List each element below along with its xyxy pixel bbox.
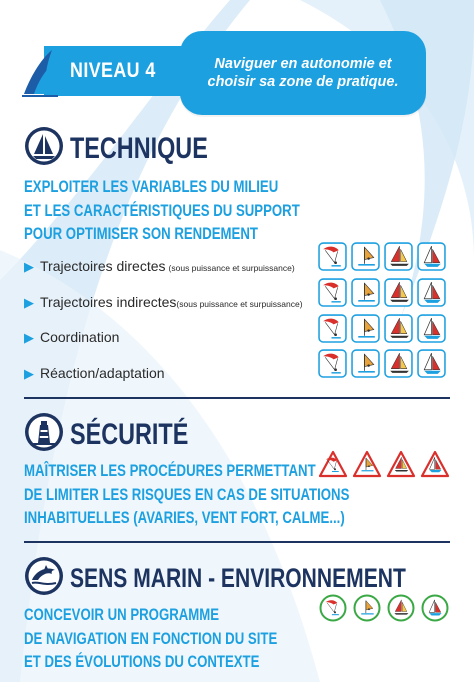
list-item [24,258,295,278]
catamaran-icon [384,242,413,271]
kitesurf-icon [318,594,348,622]
item-label: Trajectoires directes [40,258,166,274]
subtitle-line: DE NAVIGATION EN FONCTION DU SITE [24,629,278,648]
securite-title: SÉCURITÉ [70,418,189,451]
catamaran-icon [384,349,413,378]
subtitle-line: DE LIMITER LES RISQUES EN CAS DE SITUATIONS [24,485,350,504]
sens-marin-subtitle [24,604,277,675]
windsurf-icon [351,242,380,271]
sail-logo-icon [20,48,60,98]
support-icons-row [318,242,446,271]
subtitle-line: ET LES CARACTÉRISTIQUES DU SUPPORT [24,201,300,220]
catamaran-icon [386,450,416,478]
dinghy-icon [420,450,450,478]
support-icons-row [318,314,446,343]
catamaran-icon [384,314,413,343]
dinghy-icon [417,349,446,378]
subtitle-line: MAÎTRISER LES PROCÉDURES PERMETTANT [24,462,316,480]
support-icons-row [318,278,446,307]
item-note: (sous puissance et surpuissance) [176,299,303,309]
sailboat-icon [24,126,64,166]
subtitle-line: INHABITUELLES (AVARIES, VENT FORT, CALME...) [24,509,345,527]
arrow-right-icon: ▶ [24,259,34,274]
item-note: (sous puissance et surpuissance) [168,263,295,273]
arrow-right-icon: ▶ [24,295,34,310]
support-icons-row [318,594,450,622]
dinghy-icon [417,242,446,271]
dolphin-icon [24,556,64,596]
list-item [24,294,303,314]
lighthouse-icon [24,412,64,452]
level-goal-text: Naviguer en autonomie et choisir sa zone de pratique. [207,56,399,90]
windsurf-icon [351,278,380,307]
dinghy-icon [417,278,446,307]
list-item [24,329,119,349]
windsurf-icon [351,314,380,343]
windsurf-icon [351,349,380,378]
catamaran-icon [386,594,416,622]
section-divider [24,541,450,543]
item-label: Coordination [40,329,120,345]
list-item [24,365,165,385]
arrow-right-icon: ▶ [24,330,34,345]
securite-subtitle [24,460,349,531]
subtitle-line: ET DES ÉVOLUTIONS DU CONTEXTE [24,653,260,671]
windsurf-icon [352,450,382,478]
item-label: Réaction/adaptation [40,365,165,381]
item-label: Trajectoires indirectes [40,294,177,310]
dinghy-icon [417,314,446,343]
support-icons-row [318,349,446,378]
subtitle-line: CONCEVOIR UN PROGRAMME [24,606,220,624]
technique-title: TECHNIQUE [70,132,208,165]
kitesurf-icon [318,349,347,378]
dinghy-icon [420,594,450,622]
subtitle-line: EXPLOITER LES VARIABLES DU MILIEU [24,178,279,196]
level-goal-bubble [180,31,426,115]
arrow-right-icon: ▶ [24,366,34,381]
level-label: NIVEAU 4 [70,59,156,82]
technique-subtitle [24,176,300,247]
section-divider [24,397,450,399]
kitesurf-icon [318,314,347,343]
sens-marin-title: SENS MARIN - ENVIRONNEMENT [70,563,406,593]
catamaran-icon [384,278,413,307]
windsurf-icon [352,594,382,622]
kitesurf-icon [318,278,347,307]
kitesurf-icon [318,242,347,271]
subtitle-line: POUR OPTIMISER SON RENDEMENT [24,225,258,243]
